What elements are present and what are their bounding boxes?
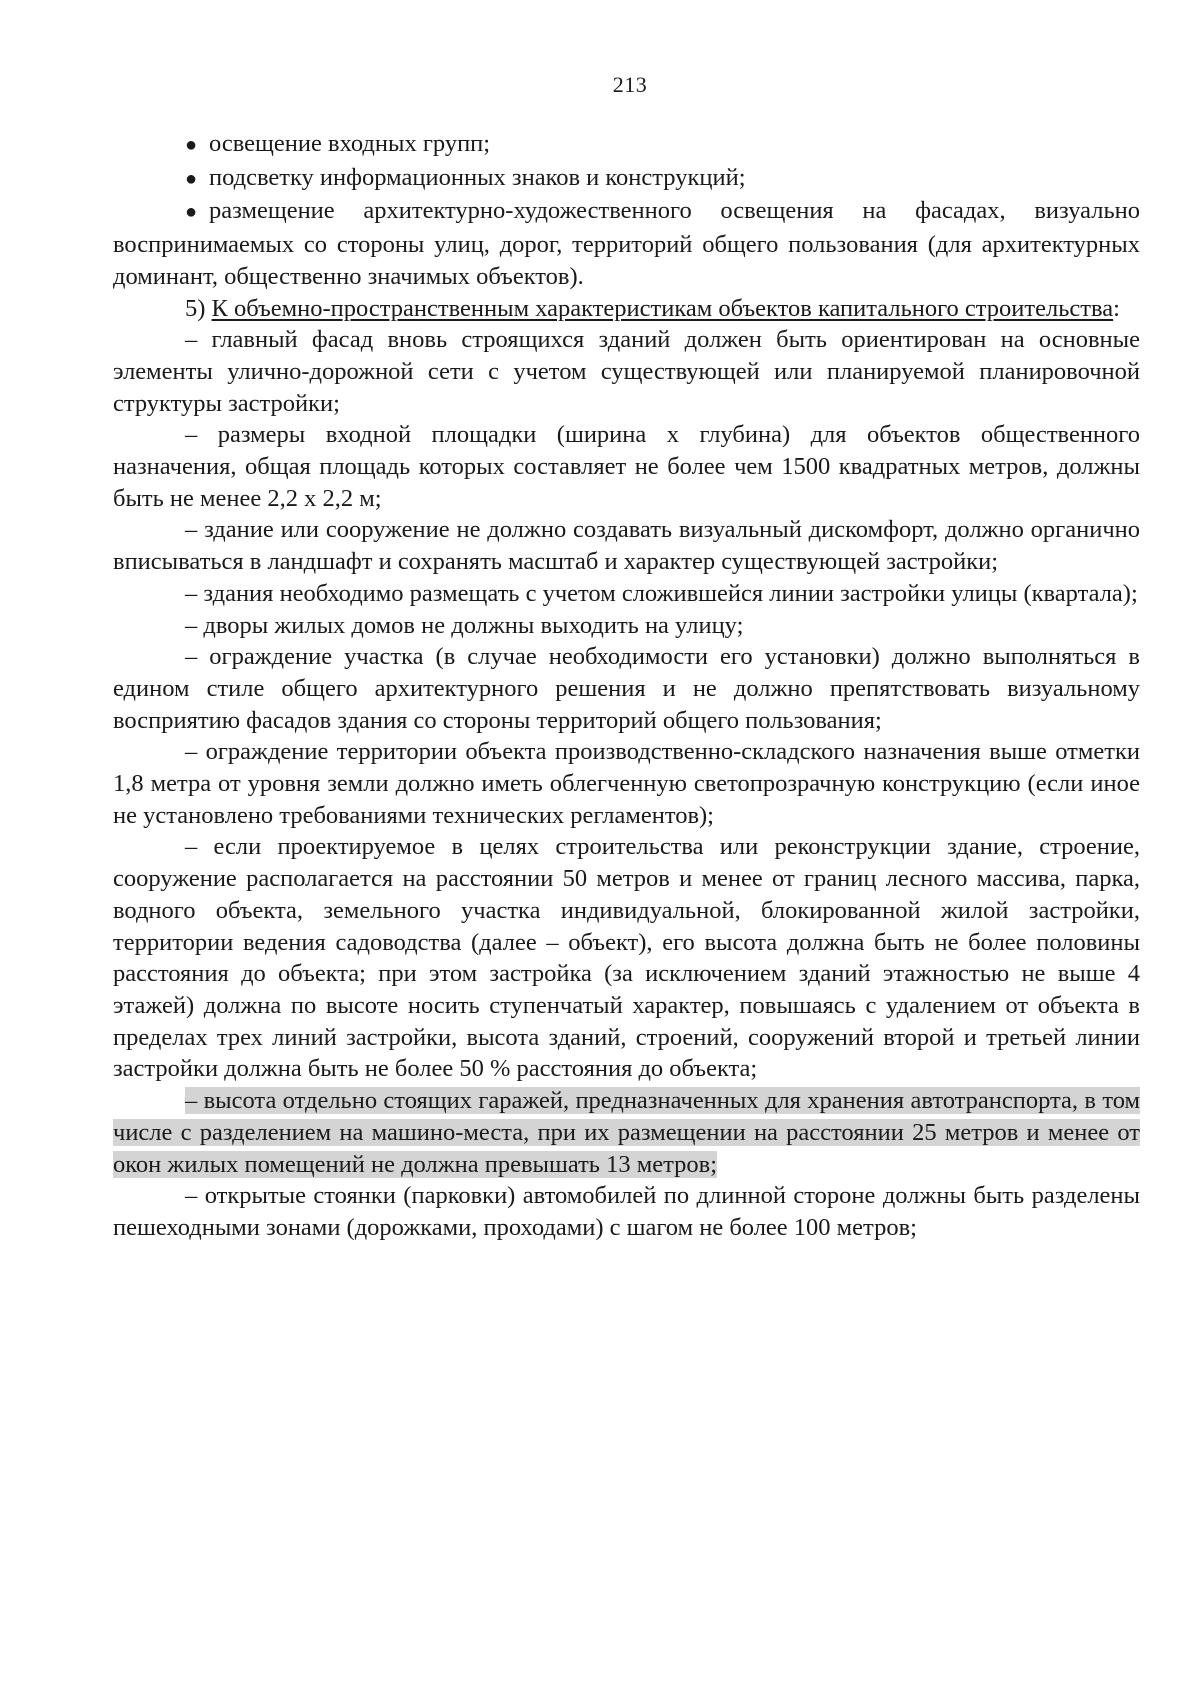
bullet-text: размещение архитектурно-художественного освещения на фасадах, визуально воспринимаемых со стороны улиц, дорог, территорий общего пользования (для архитектурных доминант, общественно значимых объектов). <box>113 197 1140 290</box>
list-item: – дворы жилых домов не должны выходить на улицу; <box>185 611 744 639</box>
bullet-item <box>113 128 1140 162</box>
bullet-icon: ● <box>185 201 198 224</box>
section-number: 5) <box>185 294 206 322</box>
bullet-item <box>113 195 1140 292</box>
bullet-text: подсветку информационных знаков и конструкций; <box>209 163 746 191</box>
list-item: – если проектируемое в целях строительства или реконструкции здание, строение, сооружение располагается на расстоянии 50 метров и менее от границ лесного массива, парка, водного объекта, земельного участка индивидуальной, блокированной жилой застройки, территории ведения садоводства (далее – объект), его высота должна быть не более половины расстояния до объекта; при этом застройка (за исключением зданий этажностью не выше 4 этажей) должна по высоте носить ступенчатый характер, повышаясь с удалением от объекта в пределах трех линий застройки, высота зданий, строений, сооружений второй и третьей линии застройки должна быть не более 50 % расстояния до объекта; <box>113 833 1140 1083</box>
highlighted-list-item <box>113 1085 1140 1180</box>
list-item: – ограждение территории объекта производственно-складского назначения выше отметки 1,8 метра от уровня земли должно иметь облегченную светопрозрачную конструкцию (если иное не установлено требованиями технических регламентов); <box>113 738 1140 829</box>
section-heading-colon: : <box>1113 294 1120 322</box>
list-item: – ограждение участка (в случае необходимости его установки) должно выполняться в едином стиле общего архитектурного решения и не должно препятствовать визуальному восприятию фасадов здания со стороны территорий общего пользования; <box>113 643 1140 734</box>
bullet-item <box>113 162 1140 196</box>
bullet-icon: ● <box>185 134 198 156</box>
section-heading-text: К объемно-пространственным характеристикам объектов капитального строительства <box>211 294 1114 322</box>
bullet-text: освещение входных групп; <box>209 130 491 157</box>
list-item: – здание или сооружение не должно создавать визуальный дискомфорт, должно органично вписываться в ландшафт и сохранять масштаб и характер существующей застройки; <box>113 516 1140 576</box>
list-item: – здания необходимо размещать с учетом сложившейся линии застройки улицы (квартала); <box>185 579 1138 607</box>
list-item: – главный фасад вновь строящихся зданий должен быть ориентирован на основные элементы улично-дорожной сети с учетом существующей или планируемой планировочной структуры застройки; <box>113 326 1140 417</box>
list-item: – размеры входной площадки (ширина х глубина) для объектов общественного назначения, общая площадь которых составляет не более чем 1500 квадратных метров, должны быть не менее 2,2 х 2,2 м; <box>113 421 1140 512</box>
list-item: – открытые стоянки (парковки) автомобилей по длинной стороне должны быть разделены пешеходными зонами (дорожками, проходами) с шагом не более 100 метров; <box>113 1182 1140 1241</box>
highlighted-text: – высота отдельно стоящих гаражей, предназначенных для хранения автотранспорта, в том числе с разделением на машино-места, при их размещении на расстоянии 25 метров и менее от окон жилых помещений не должна превышать 13 метров; <box>113 1087 1140 1178</box>
document-body <box>113 128 1140 1244</box>
page-number: 213 <box>612 72 648 97</box>
bullet-icon: ● <box>185 167 198 190</box>
section-heading <box>113 293 1140 325</box>
